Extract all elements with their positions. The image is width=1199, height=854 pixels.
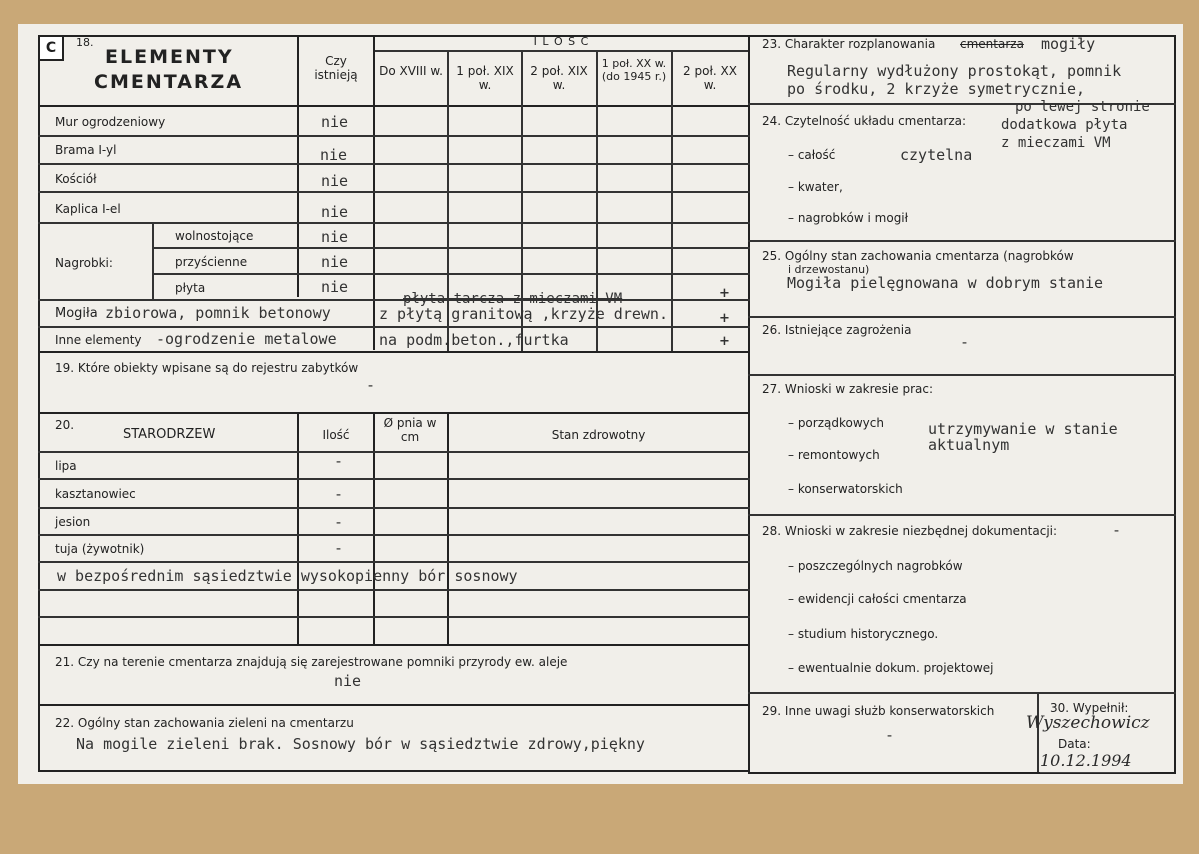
section-27-item-repair: – remontowych bbox=[788, 448, 880, 462]
period-1: Do XVIII w. bbox=[379, 64, 443, 78]
gravestone-type-slab: płyta bbox=[175, 281, 206, 295]
col-header-exists: Czy istnieją bbox=[314, 54, 358, 82]
section-23-line2: po środku, 2 krzyże symetrycznie, bbox=[787, 80, 1086, 98]
date-value: 10.12.1994 bbox=[1040, 751, 1132, 770]
section-27-label: 27. Wnioski w zakresie prac: bbox=[762, 382, 934, 396]
row-label-wall: Mur ogrodzeniowy bbox=[55, 115, 166, 129]
tree-label-chestnut: kasztanowiec bbox=[55, 487, 136, 501]
col-header-trunk-diameter: Ø pnia w cm bbox=[383, 416, 437, 444]
row-value-gate: nie bbox=[320, 146, 348, 164]
row-label-chapel: Kaplica I-el bbox=[55, 202, 121, 216]
period-5: 2 poł. XX w. bbox=[683, 64, 737, 92]
gravestones-label: Nagrobki: bbox=[55, 256, 113, 270]
section-27-value-line2: aktualnym bbox=[928, 436, 1010, 454]
section-18-title-line2: CMENTARZA bbox=[94, 71, 244, 93]
section-21-label: 21. Czy na terenie cmentarza znajdują się zarejestrowane pomniki przyrody ew. aleje bbox=[55, 655, 568, 669]
section-19-value: - bbox=[366, 376, 376, 394]
section-25-label-line1: 25. Ogólny stan zachowania cmentarza (nagrobków bbox=[762, 249, 1074, 263]
gravestone-type-wall: przyścienne bbox=[175, 255, 248, 269]
section-28-value: - bbox=[1112, 521, 1122, 539]
period-4: 1 poł. XX w. (do 1945 r.) bbox=[601, 57, 667, 83]
section-29-label: 29. Inne uwagi służb konserwatorskich bbox=[762, 704, 995, 718]
period-2: 1 poł. XIX w. bbox=[456, 64, 514, 92]
record-card bbox=[18, 24, 1183, 784]
plus-mark-1: + bbox=[719, 286, 730, 301]
section-23-struck-word: cmentarza bbox=[960, 37, 1024, 51]
section-23-line1: Regularny wydłużony prostokąt, pomnik bbox=[787, 62, 1122, 80]
section-23-line4: dodatkowa płyta bbox=[1001, 117, 1128, 133]
section-27-item-cleanup: – porządkowych bbox=[788, 416, 884, 430]
tree-qty-ash: - bbox=[334, 513, 344, 531]
tree-qty-lipa: - bbox=[334, 452, 344, 470]
gravestone-type-freestanding: wolnostojące bbox=[175, 229, 254, 243]
section-28-item-registry: – ewidencji całości cmentarza bbox=[788, 592, 967, 606]
other-elements-text-part1: -ogrodzenie metalowe bbox=[156, 330, 337, 348]
card-letter-box: C bbox=[38, 35, 64, 61]
plus-mark-3: + bbox=[719, 334, 730, 349]
section-23-line3: po lewej stronie bbox=[1015, 99, 1150, 115]
tree-qty-thuja: - bbox=[334, 539, 344, 557]
other-elements-text-part2: na podm.beton.,furtka bbox=[379, 331, 569, 349]
section-23-added-word: mogiły bbox=[1041, 35, 1096, 53]
row-label-church: Kościół bbox=[55, 172, 97, 186]
mogila-text-part1: zbiorowa, pomnik betonowy bbox=[105, 304, 331, 322]
gravestone-value-freestanding: nie bbox=[321, 228, 349, 246]
tree-qty-chestnut: - bbox=[334, 485, 344, 503]
col-header-quantity: I L O Ś Ć bbox=[533, 35, 590, 48]
section-24-item-graves: – nagrobków i mogił bbox=[788, 211, 909, 225]
section-20-number: 20. bbox=[55, 418, 75, 432]
section-23-label: 23. Charakter rozplanowania bbox=[762, 37, 936, 51]
section-23-line5: z mieczami VM bbox=[1001, 135, 1111, 151]
col-header-health: Stan zdrowotny bbox=[551, 428, 646, 442]
section-30-label: 30. Wypełnił: bbox=[1050, 701, 1129, 715]
row-value-chapel: nie bbox=[321, 203, 349, 221]
section-21-value: nie bbox=[334, 672, 362, 690]
section-18-title-line1: ELEMENTY bbox=[105, 46, 234, 68]
col-header-tree-qty: Ilość bbox=[322, 428, 350, 442]
section-22-value: Na mogile zieleni brak. Sosnowy bór w sąsiedztwie zdrowy,piękny bbox=[76, 735, 645, 753]
section-24-label: 24. Czytelność układu cmentarza: bbox=[762, 114, 967, 128]
plus-mark-2: + bbox=[719, 311, 730, 326]
section-26-label: 26. Istniejące zagrożenia bbox=[762, 323, 912, 337]
mogila-label: Mogiła bbox=[55, 306, 98, 321]
tree-label-ash: jesion bbox=[55, 515, 91, 529]
tree-label-thuja: tuja (żywotnik) bbox=[55, 542, 145, 556]
section-25-value: Mogiła pielęgnowana w dobrym stanie bbox=[787, 274, 1104, 292]
section-28-item-project: – ewentualnie dokum. projektowej bbox=[788, 661, 994, 675]
section-18-number: 18. bbox=[76, 36, 94, 49]
mogila-text-part2: z płytą granitową ,krzyże drewn. bbox=[379, 305, 668, 323]
row-value-church: nie bbox=[321, 172, 349, 190]
other-elements-label: Inne elementy bbox=[55, 333, 142, 347]
date-label: Data: bbox=[1058, 737, 1091, 751]
section-24-value: czytelna bbox=[900, 146, 973, 164]
section-25-label-line2: i drzewostanu) bbox=[788, 263, 870, 276]
row-label-gate: Brama I-yl bbox=[55, 143, 117, 157]
section-20-title: STARODRZEW bbox=[123, 427, 216, 442]
gravestone-value-wall: nie bbox=[321, 253, 349, 271]
section-29-value: - bbox=[885, 726, 895, 744]
section-27-value-line1: utrzymywanie w stanie bbox=[928, 420, 1118, 438]
section-24-item-quarters: – kwater, bbox=[788, 180, 843, 194]
mogila-note-above: płyta-tarcza z mieczami VM bbox=[403, 291, 623, 307]
section-28-item-history: – studium historycznego. bbox=[788, 627, 939, 641]
section-27-item-conservation: – konserwatorskich bbox=[788, 482, 903, 496]
gravestone-value-slab: nie bbox=[321, 278, 349, 296]
period-3: 2 poł. XIX w. bbox=[530, 64, 588, 92]
section-28-item-individual: – poszczególnych nagrobków bbox=[788, 559, 963, 573]
section-26-value: - bbox=[960, 333, 970, 351]
section-24-item-whole: – całość bbox=[788, 148, 836, 162]
section-19-label: 19. Które obiekty wpisane są do rejestru zabytków bbox=[55, 361, 359, 375]
filled-by-signature: Wyszechowicz bbox=[1026, 713, 1150, 733]
section-22-label: 22. Ogólny stan zachowania zieleni na cmentarzu bbox=[55, 716, 354, 730]
trees-note: w bezpośrednim sąsiedztwie wysokopienny bór sosnowy bbox=[57, 567, 518, 585]
row-value-wall: nie bbox=[321, 113, 349, 131]
section-28-label: 28. Wnioski w zakresie niezbędnej dokumentacji: bbox=[762, 524, 1058, 538]
tree-label-lipa: lipa bbox=[55, 459, 77, 473]
